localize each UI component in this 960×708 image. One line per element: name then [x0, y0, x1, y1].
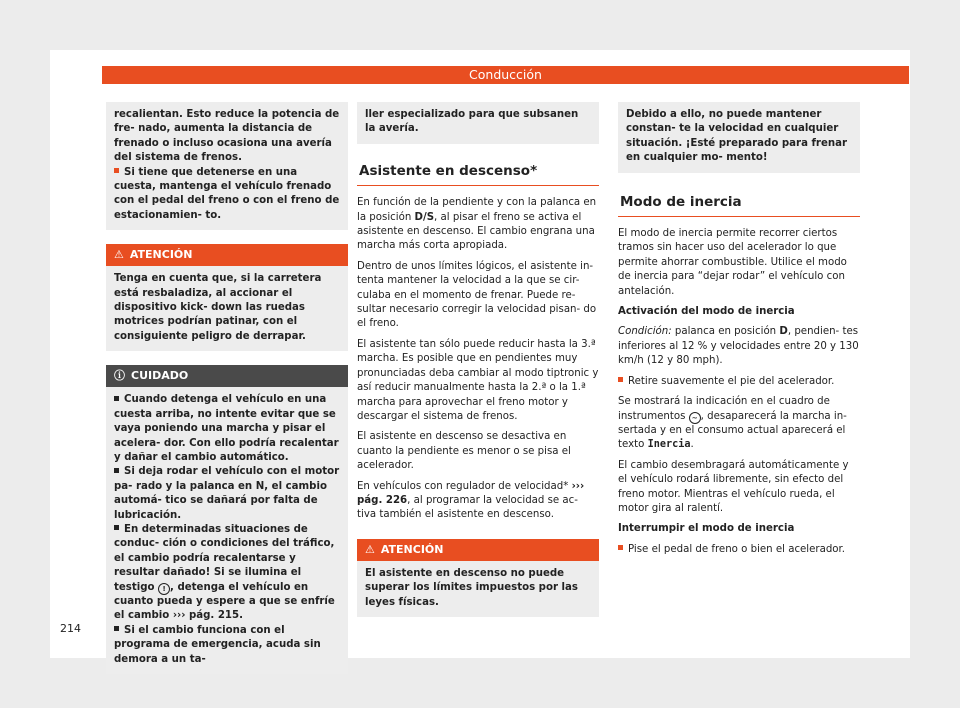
continued-caution-box	[357, 102, 599, 144]
paragraph: En vehículos con regulador de velocidad* ››› pág. 226, al programar la velocidad se ac- tiva también el asistente en descenso.	[357, 480, 585, 521]
paragraph: El asistente en descenso se desactiva en cuanto la pendiente es menor o se pisa el acelerador.	[357, 431, 571, 472]
subheading-activation: Activación del modo de inercia	[618, 306, 795, 318]
page-reference-link[interactable]: ››› pág. 226	[357, 480, 585, 506]
column-2	[357, 102, 599, 617]
bullet-square-icon	[114, 396, 119, 401]
warning-box	[106, 266, 348, 351]
warning-continued-text: Debido a ello, no puede mantener constan- te la velocidad en cualquier situación. ¡Esté preparado para frenar en cualquier mo- mento!	[626, 109, 848, 164]
warning-bullet: Si tiene que detenerse en una cuesta, mantenga el vehículo frenado con el pedal del freno o con el freno de estacionamien- to.	[114, 166, 340, 221]
caution-title-bar: ⓘ CUIDADO	[106, 365, 348, 387]
warning-title-bar: ⚠ ATENCIÓN	[106, 244, 348, 266]
section-header: Conducción	[102, 66, 909, 84]
coasting-mode-body	[618, 227, 860, 557]
column-1	[106, 102, 348, 674]
bullet-square-icon	[114, 525, 119, 530]
caution-box	[106, 387, 348, 674]
descent-assist-body	[357, 196, 599, 523]
paragraph: En función de la pendiente y con la palanca en la posición D/S, al pisar el freno se activa el asistente en descenso. El cambio engrana una marcha más corta apropiada.	[357, 197, 597, 252]
warning-title-bar: ⚠ ATENCIÓN	[357, 539, 599, 561]
paragraph: El asistente tan sólo puede reducir hasta la 3.ª marcha. Es posible que en pendientes muy pronunciadas deba cambiar al modo tiptronic y así reducir manualmente hasta la 2.ª o la 1.ª marcha para aprovechar el freno motor y descargar el sistema de frenos.	[357, 338, 599, 422]
warning-triangle-icon: ⚠	[114, 248, 124, 262]
paragraph-condition: Condición: palanca en posición D, pendien- tes inferiores al 12 % y velocidades entre 20 y 130 km/h (12 y 80 mph).	[618, 326, 859, 367]
paragraph: Dentro de unos límites lógicos, el asistente in- tenta mantener la velocidad a la que se cir- culaba en el momento de frenar. Puede re- sultar necesario corregir la velocidad pisan- do el freno.	[357, 260, 597, 330]
caution-bullet-1: Cuando detenga el vehículo en una cuesta arriba, no intente evitar que se vaya poniendo una marcha y pisar el acelera- dor. Con ello podría recalentar y dañar el cambio automático.	[114, 394, 339, 463]
bullet-square-icon	[114, 168, 119, 173]
section-heading-descent-assist: Asistente en descenso*	[357, 164, 599, 186]
coasting-indicator-icon: ~	[689, 412, 701, 424]
paragraph: El modo de inercia permite recorrer ciertos tramos sin hacer uso del acelerador lo que permite ahorrar combustible. Utilice el modo de inercia para “dejar rodar” el vehículo con antelación.	[618, 228, 847, 297]
paragraph: Se mostrará la indicación en el cuadro de instrumentos ~ , desaparecerá la marcha in- sertada y en el consumo actual aparecerá el texto Inercia.	[618, 396, 847, 451]
continued-warning-box	[618, 102, 860, 173]
subheading-interrupt: Interrumpir el modo de inercia	[618, 523, 795, 535]
caution-circle-icon: ⓘ	[114, 369, 125, 383]
warning-continued-text: recalientan. Esto reduce la potencia de fre- nado, aumenta la distancia de frenado o incluso ocasiona una avería del sistema de frenos.	[114, 109, 340, 164]
bullet-square-icon	[114, 468, 119, 473]
warning-triangle-icon: ⚠	[365, 542, 375, 556]
caution-bullet-4: Si el cambio funciona con el programa de emergencia, acuda sin demora a un ta-	[114, 624, 321, 665]
warning-text: Tenga en cuenta que, si la carretera está resbaladiza, al accionar el dispositivo kick- down las ruedas motrices podrían patinar, con el consiguiente peligro de derrapar.	[114, 273, 322, 342]
bullet-square-icon	[618, 545, 623, 550]
paragraph: El cambio desembragará automáticamente y el vehículo rodará libremente, sin efecto del freno motor. Mientras el vehículo rueda, el motor gira al ralentí.	[618, 459, 849, 514]
column-3	[618, 102, 860, 563]
caution-continued-text: ller especializado para que subsanen la avería.	[365, 109, 579, 135]
warning-box	[357, 561, 599, 617]
bullet-square-icon	[114, 626, 119, 631]
continued-warning-box	[106, 102, 348, 230]
bullet-square-icon	[618, 377, 623, 382]
page-reference-link[interactable]: ››› pág. 215	[172, 610, 240, 622]
caution-bullet-2: Si deja rodar el vehículo con el motor pa- rado y la palanca en N, el cambio automá- tico se dañará por falta de lubricación.	[114, 466, 340, 521]
warning-lamp-icon: !	[158, 583, 170, 595]
section-heading-coasting-mode: Modo de inercia	[618, 195, 860, 217]
step-bullet: Pise el pedal de freno o bien el acelerador.	[618, 543, 860, 557]
manual-page	[50, 50, 910, 665]
page-number: 214	[60, 622, 81, 635]
step-bullet: Retire suavemente el pie del acelerador.	[618, 375, 860, 389]
warning-text: El asistente en descenso no puede superar los límites impuestos por las leyes físicas.	[365, 567, 578, 608]
caution-bullet-3: En determinadas situaciones de conduc- ción o condiciones del tráfico, el cambio podría recalentarse y resultar dañado! Si se ilumina el testigo ! , detenga el vehículo en cuanto pueda y espere a que se enfríe el cambio ››› pág. 215.	[114, 523, 335, 622]
